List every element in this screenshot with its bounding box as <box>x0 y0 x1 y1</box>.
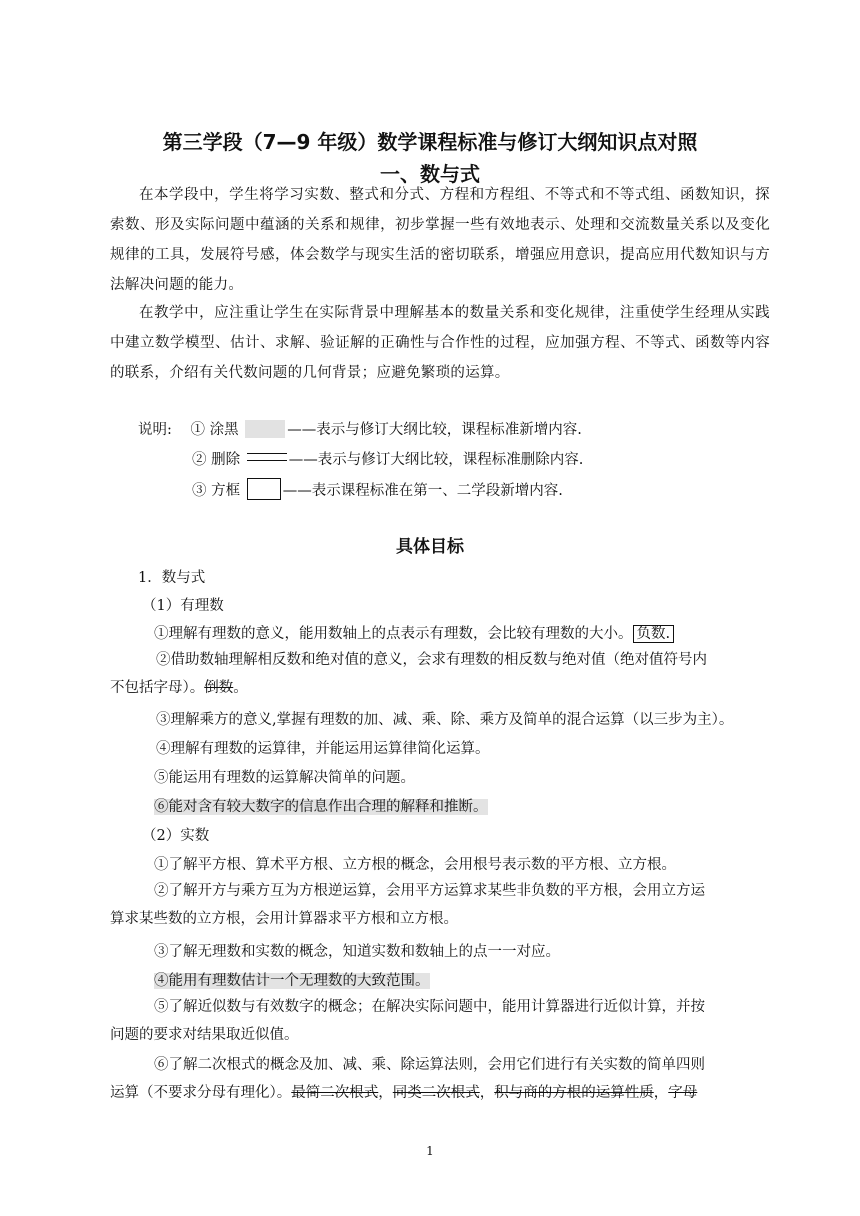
real-item-2-line-2: 算求某些数的立方根，会用计算器求平方根和立方根。 <box>110 911 458 927</box>
legend-desc-2: ——表示与修订大纲比较，课程标准删除内容. <box>288 452 584 468</box>
shading-swatch <box>245 420 285 438</box>
real-item-6-line-1: ⑥了解二次根式的概念及加、减、乘、除运算法则，会用它们进行有关实数的简单四则 <box>154 1057 705 1073</box>
legend-desc-1: ——表示与修订大纲比较，课程标准新增内容. <box>287 422 582 438</box>
rational-item-2-text: 不包括字母）。 <box>110 680 205 696</box>
deleted-term: 同类二次根式 <box>392 1085 480 1101</box>
strikethrough-swatch <box>247 453 287 461</box>
rational-item-3: ③理解乘方的意义,掌握有理数的加、减、乘、除、乘方及简单的混合运算（以三步为主）。 <box>156 712 734 728</box>
rational-item-6 <box>154 795 488 816</box>
box-swatch <box>247 478 281 500</box>
document-title: 第三学段（7—9 年级）数学课程标准与修订大纲知识点对照 <box>162 130 698 154</box>
boxed-term: 负数. <box>633 625 675 643</box>
legend-item-2 <box>192 448 583 469</box>
rational-item-2-line-1: ②借助数轴理解相反数和绝对值的意义，会求有理数的相反数与绝对值（绝对值符号内 <box>156 652 707 668</box>
legend-name-1: 涂黑 <box>209 422 239 438</box>
real-item-5 <box>110 993 770 1049</box>
real-item-6-line-2 <box>110 1079 770 1107</box>
highlighted-text: ④能用有理数估计一个无理数的大致范围。 <box>154 973 430 989</box>
separator: ， <box>378 1085 393 1101</box>
topic-heading: 1．数与式 <box>138 570 206 586</box>
deleted-term: 字母 <box>668 1085 698 1101</box>
rational-item-2-line-2 <box>110 674 770 702</box>
real-item-5-line-2: 问题的要求对结果取近似值。 <box>110 1027 299 1043</box>
real-item-4 <box>154 969 430 990</box>
section-heading: 一、数与式 <box>380 162 480 186</box>
highlighted-text: ⑥能对含有较大数字的信息作出合理的解释和推断。 <box>154 799 488 815</box>
legend-name-3: 方框 <box>211 483 241 499</box>
real-item-2-line-1: ②了解开方与乘方互为方根逆运算，会用平方运算求某些非负数的平方根，会用立方运 <box>154 883 705 899</box>
rational-item-1 <box>154 622 674 643</box>
legend-item-3 <box>192 478 563 500</box>
legend-label: 说明: <box>138 422 172 438</box>
real-item-2 <box>110 877 770 933</box>
real-item-5-line-1: ⑤了解近似数与有效数字的概念；在解决实际问题中，能用计算器进行近似计算，并按 <box>154 999 705 1015</box>
real-item-6-text: 运算（不要求分母有理化）。 <box>110 1085 292 1101</box>
rational-item-1-text: ①理解有理数的意义，能用数轴上的点表示有理数，会比较有理数的大小。 <box>154 626 633 642</box>
legend-name-2: 删除 <box>211 452 241 468</box>
separator: ， <box>479 1085 495 1101</box>
legend-item-1 <box>138 418 582 439</box>
deleted-term: 倒数 <box>204 680 234 696</box>
rational-item-2 <box>110 646 770 702</box>
rational-item-2-end: 。 <box>233 680 248 696</box>
rational-item-4: ④理解有理数的运算律，并能运用运算律简化运算。 <box>156 741 490 757</box>
legend-num-3: ③ <box>192 483 207 499</box>
goals-heading: 具体目标 <box>396 537 464 557</box>
separator: ， <box>653 1085 669 1101</box>
deleted-term: 积与商的方根的运算性质 <box>494 1085 654 1101</box>
intro-paragraph-2: 在教学中，应注重让学生在实际背景中理解基本的数量关系和变化规律，注重使学生经理从实践中建立数学模型、估计、求解、验证解的正确性与合作性的过程，应加强方程、不等式、函数等内容的联系，介绍有关代数问题的几何背景；应避免繁琐的运算。 <box>110 305 770 381</box>
subtopic-real: （2）实数 <box>142 828 210 844</box>
deleted-term: 最简二次根式 <box>291 1085 379 1101</box>
legend-num-1: ① <box>190 422 205 438</box>
real-item-3: ③了解无理数和实数的概念，知道实数和数轴上的点一一对应。 <box>154 944 560 960</box>
page-number: 1 <box>426 1144 434 1158</box>
intro-paragraph-1: 在本学段中，学生将学习实数、整式和分式、方程和方程组、不等式和不等式组、函数知识，探索数、形及实际问题中蕴涵的关系和规律，初步掌握一些有效地表示、处理和交流数量关系以及变化规律的工具，发展符号感，体会数学与现实生活的密切联系，增强应用意识，提高应用代数知识与方法解决问题的能力。 <box>110 187 770 293</box>
real-item-6 <box>110 1051 770 1107</box>
rational-item-5: ⑤能运用有理数的运算解决简单的问题。 <box>154 770 415 786</box>
real-item-1: ①了解平方根、算术平方根、立方根的概念，会用根号表示数的平方根、立方根。 <box>154 857 676 873</box>
legend-desc-3: ——表示课程标准在第一、二学段新增内容. <box>282 483 563 499</box>
legend-num-2: ② <box>192 452 207 468</box>
subtopic-rational: （1）有理数 <box>142 598 224 614</box>
